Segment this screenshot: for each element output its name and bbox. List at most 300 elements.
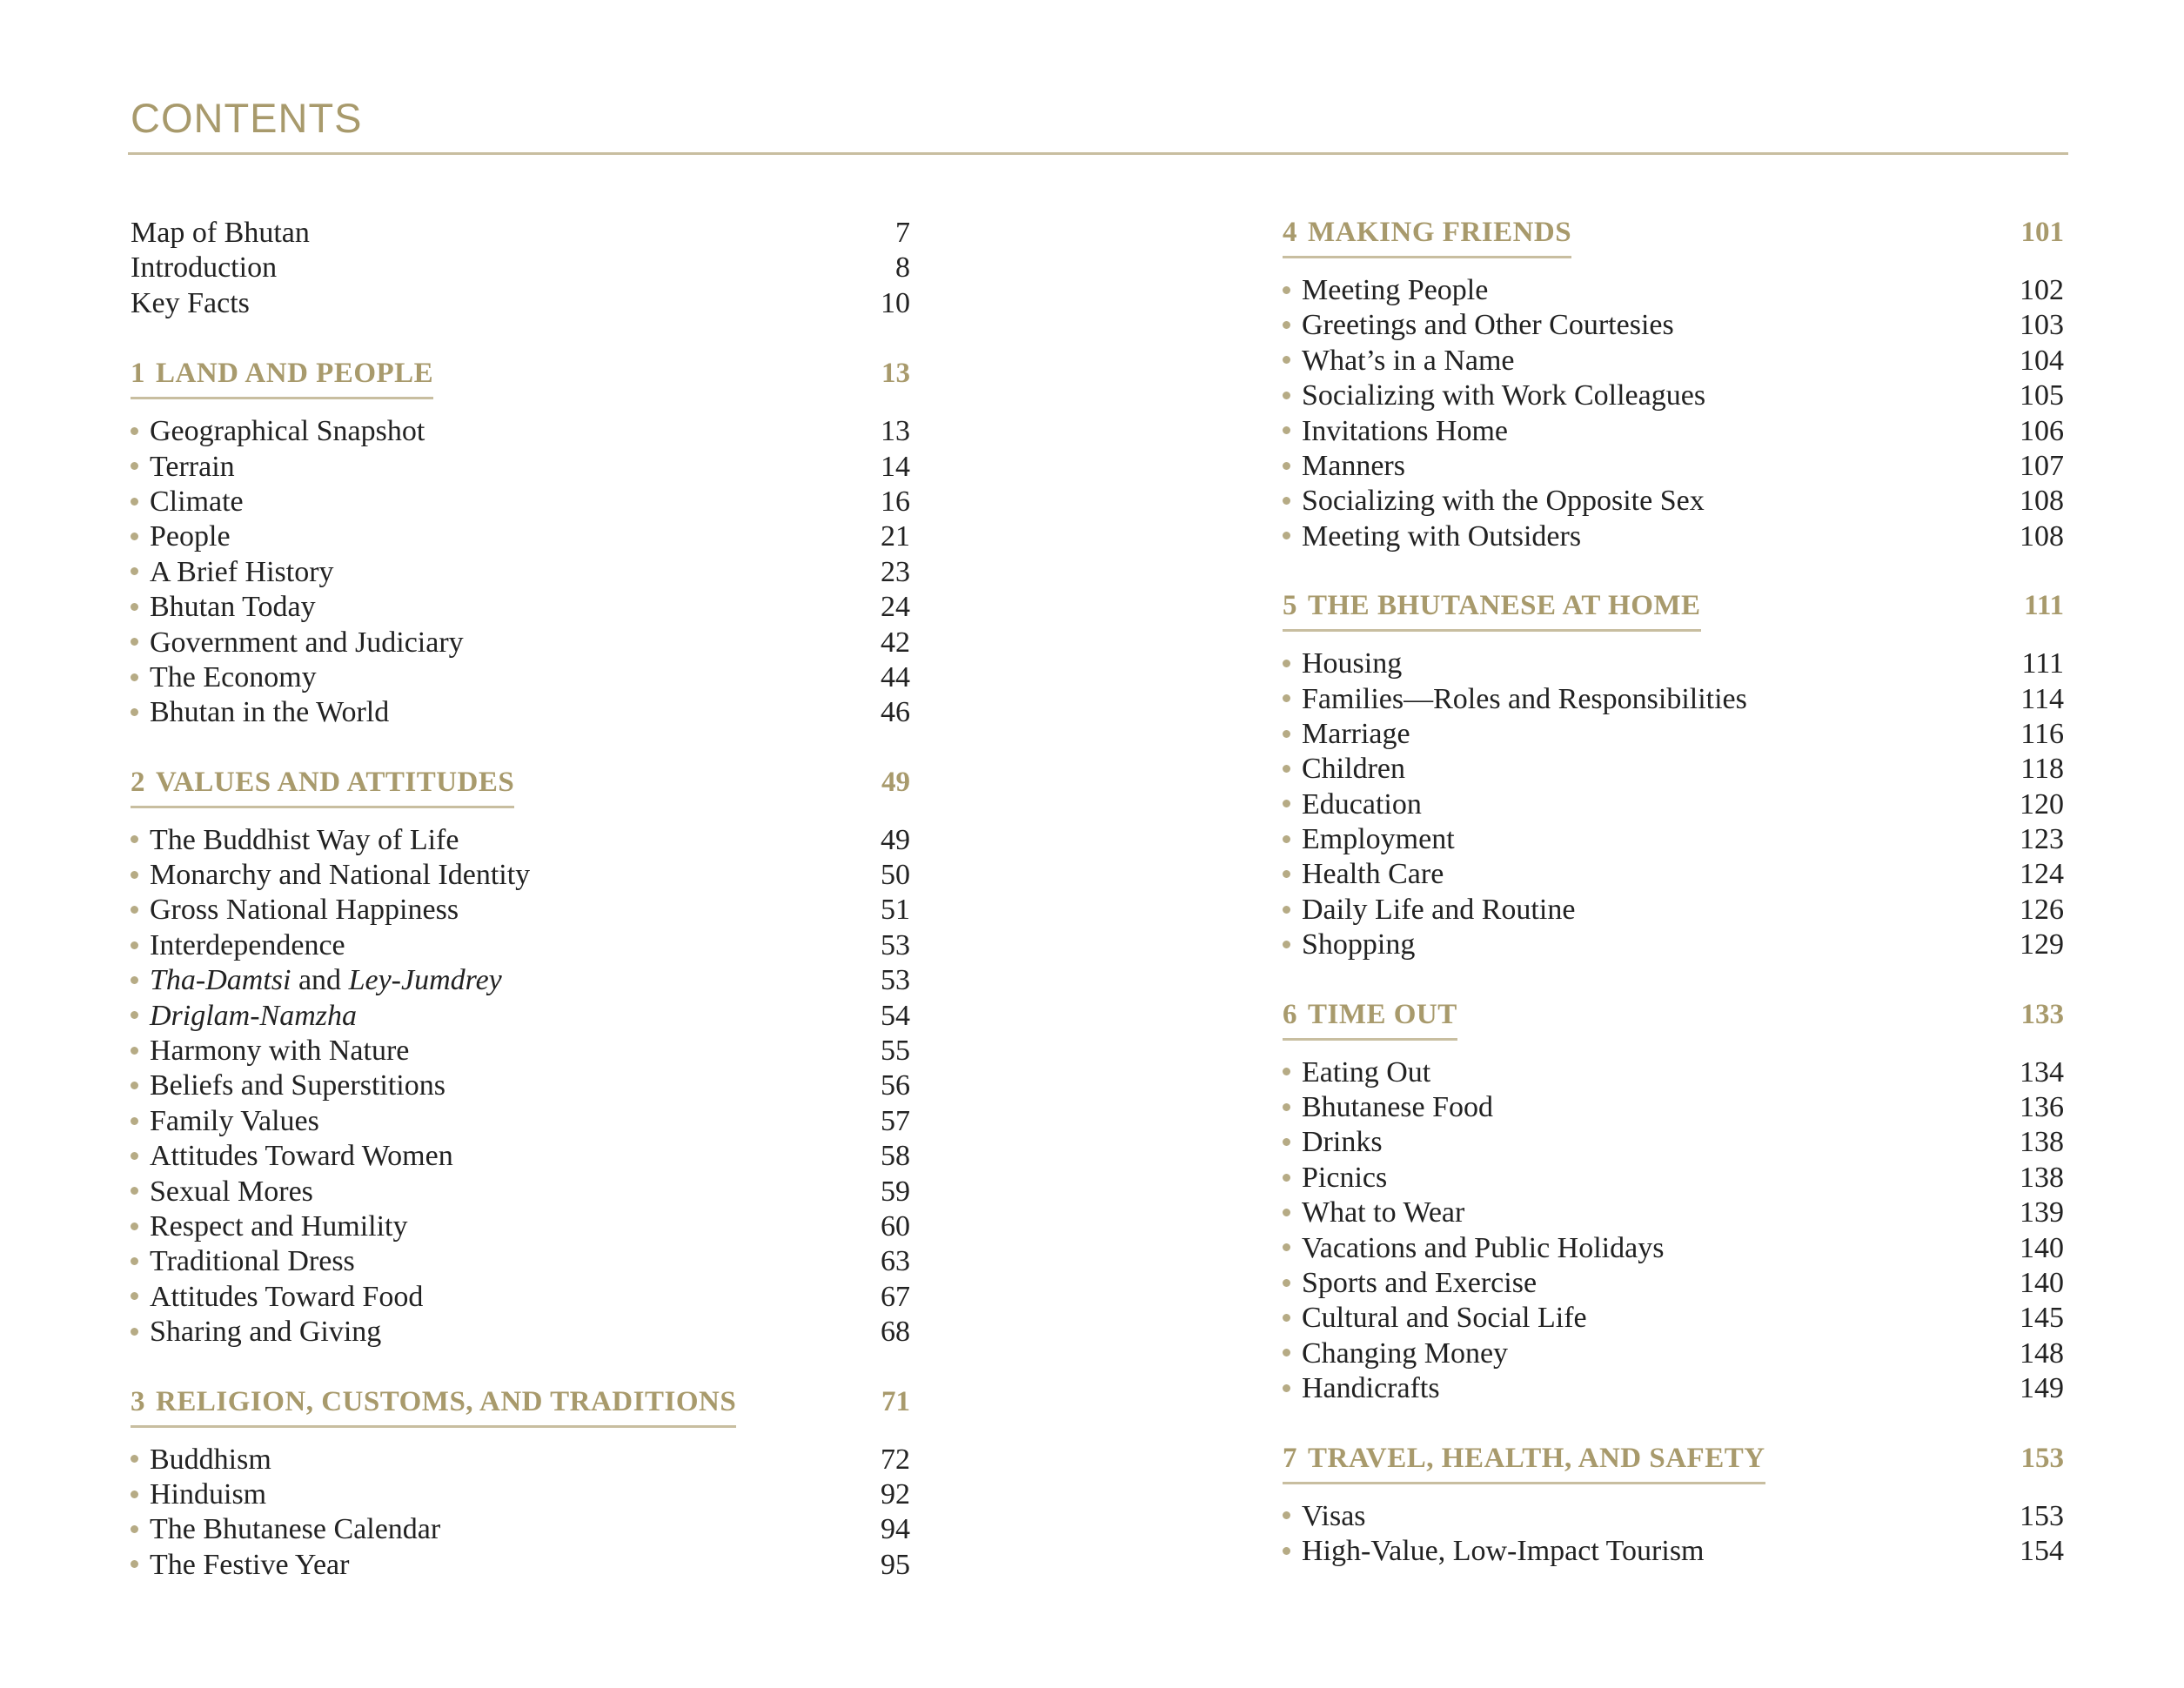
toc-page-number: 108 [2020,519,2064,553]
chapter-section [131,357,910,731]
toc-page-number: 54 [881,999,910,1032]
bullet-icon [131,673,138,681]
toc-page-number: 108 [2020,485,2064,518]
bullet-icon [131,1328,138,1336]
bullet-icon [1283,532,1290,539]
bullet-icon [131,1187,138,1195]
toc-item-text: Visas [1302,1499,1366,1532]
chapter-title [1283,216,1571,258]
toc-item-text: Picnics [1302,1161,1388,1194]
toc-item[interactable] [1283,1090,2064,1125]
toc-item[interactable] [1283,344,2064,378]
toc-page-number: 67 [881,1280,910,1313]
bullet-icon [1283,1103,1290,1111]
toc-item-label [1283,682,1747,717]
toc-item[interactable] [131,1280,910,1315]
toc-item[interactable] [1283,1371,2064,1406]
bullet-icon [131,906,138,914]
toc-item-label [131,450,235,485]
bullet-icon [131,1047,138,1055]
chapter-number: 4 [1283,217,1297,248]
toc-item[interactable] [131,999,910,1034]
bullet-icon [1283,426,1290,434]
toc-page-number: 140 [2020,1231,2064,1264]
toc-item-label [1283,484,1705,519]
toc-item-label: Map of Bhutan [131,217,310,249]
bullet-icon [131,1257,138,1265]
toc-item-label [1283,857,1444,892]
toc-item-label-part: Ley-Jumdrey [348,964,502,997]
toc-item-text: Government and Judiciary [150,626,464,659]
bullet-icon [1283,660,1290,667]
toc-item[interactable] [1283,1125,2064,1160]
bullet-icon [131,1152,138,1160]
toc-page-number: 72 [881,1443,910,1476]
chapter-title-text: LAND AND PEOPLE [156,358,434,390]
toc-page-number: 149 [2020,1372,2064,1405]
toc-item-label [1283,1371,1440,1406]
toc-item[interactable] [1283,308,2064,343]
toc-item[interactable] [131,963,910,998]
toc-item-text: The Economy [150,660,317,693]
bullet-icon [1283,835,1290,843]
toc-item-text: Socializing with Work Colleagues [1302,379,1706,412]
toc-item-text: The Festive Year [150,1548,350,1581]
toc-item[interactable] [131,555,910,590]
toc-item[interactable] [1283,414,2064,449]
toc-item[interactable] [1283,1499,2064,1534]
chapter-page-number: 153 [2020,1442,2064,1474]
chapter-title [1283,998,1457,1041]
toc-item[interactable] [1283,1336,2064,1371]
toc-item-label [1283,1231,1664,1266]
toc-item[interactable] [1283,1301,2064,1336]
toc-item-label [131,999,357,1034]
toc-page-number: 153 [2020,1499,2064,1532]
bullet-icon [1283,1279,1290,1287]
toc-item[interactable] [131,1139,910,1174]
toc-item-text: Daily Life and Routine [1302,893,1576,926]
toc-page-number: 55 [881,1035,910,1068]
toc-page-number: 134 [2020,1055,2064,1088]
toc-item[interactable] [1283,752,2064,787]
toc-page-number: 16 [881,485,910,518]
bullet-icon [131,498,138,506]
chapter-page-number: 111 [2024,590,2064,622]
toc-item-label [131,695,389,730]
toc-item-label-part: and [291,964,349,997]
chapter-number: 7 [1283,1442,1297,1474]
toc-item-text: Sexual Mores [150,1175,313,1208]
toc-item[interactable] [131,1104,910,1139]
toc-item-text: Vacations and Public Holidays [1302,1231,1665,1264]
toc-page-number: 58 [881,1140,910,1173]
toc-item-label [131,590,316,625]
toc-page-number: 59 [881,1175,910,1208]
toc-page-number: 13 [881,415,910,448]
chapter-heading[interactable] [1283,589,2064,646]
toc-page-number: 23 [881,555,910,588]
toc-item-label [131,1477,266,1512]
chapter-heading[interactable] [1283,998,2064,1055]
bullet-icon [1283,286,1290,294]
toc-item[interactable] [131,1068,910,1103]
toc-item-label [131,1512,440,1547]
toc-item-text: What’s in a Name [1302,344,1515,377]
toc-item-text: Traditional Dress [150,1245,355,1278]
chapter-page-number: 13 [881,358,910,390]
toc-item[interactable] [1283,787,2064,822]
toc-item-label [1283,717,1410,752]
toc-item-text: Monarchy and National Identity [150,859,531,892]
bullet-icon [1283,497,1290,505]
toc-page-number: 57 [881,1104,910,1137]
toc-item-text: Interdependence [150,928,345,961]
bullet-icon [131,708,138,716]
bullet-icon [1283,1384,1290,1392]
toc-page-number: 95 [881,1548,910,1581]
toc-item[interactable] [131,1315,910,1350]
toc-item-label [131,928,345,963]
toc-item[interactable] [1283,1231,2064,1266]
toc-item[interactable] [1283,378,2064,413]
front-matter-item[interactable] [131,216,910,251]
toc-item[interactable] [131,660,910,695]
bullet-icon [1283,1068,1290,1075]
bullet-icon [131,1117,138,1125]
toc-page-number: 136 [2020,1091,2064,1124]
toc-page-number: 8 [895,251,910,285]
chapter-number: 5 [1283,590,1297,622]
toc-page-number: 102 [2020,274,2064,306]
bullet-icon [1283,321,1290,329]
toc-item-text: Changing Money [1302,1336,1509,1370]
front-matter-item[interactable] [131,286,910,321]
toc-item-label [131,1034,409,1068]
chapter-item-list [1283,1055,2064,1407]
chapter-heading[interactable] [1283,216,2064,273]
chapter-item-list [131,823,910,1350]
toc-item[interactable] [1283,717,2064,752]
toc-page-number: 51 [881,894,910,927]
toc-item[interactable] [1283,519,2064,554]
toc-page-number: 107 [2020,449,2064,482]
chapter-number: 6 [1283,998,1297,1030]
chapter-number: 2 [131,766,145,798]
toc-item[interactable] [1283,893,2064,928]
toc-column-right [1283,216,2064,1604]
bullet-icon [131,1560,138,1568]
chapter-item-list [1283,646,2064,963]
toc-item-text: Sports and Exercise [1302,1266,1538,1299]
toc-item-label [1283,273,1488,308]
chapter-item-list [1283,273,2064,554]
bullet-icon [131,1082,138,1089]
toc-item-label [1283,822,1455,857]
toc-item-label [1283,519,1581,554]
toc-item[interactable] [1283,646,2064,681]
toc-item-text: Climate [150,485,244,518]
toc-page-number: 116 [2020,717,2064,750]
toc-item-text: Bhutan Today [150,591,316,624]
toc-page-number: 123 [2020,823,2064,856]
toc-page-number: 129 [2020,928,2064,961]
toc-item-text: Marriage [1302,717,1410,750]
bullet-icon [131,1525,138,1533]
toc-page-number: 7 [895,217,910,249]
toc-page-number: 124 [2020,858,2064,891]
bullet-icon [1283,462,1290,470]
toc-item-text: Buddhism [150,1443,271,1476]
toc-page-number: 145 [2020,1302,2064,1335]
toc-item-label [1283,893,1575,928]
toc-item-label [1283,1336,1508,1371]
toc-item-label [131,660,317,695]
toc-page-number: 60 [881,1209,910,1243]
toc-item-text: Manners [1302,449,1405,482]
bullet-icon [131,871,138,879]
toc-page-number: 46 [881,696,910,729]
toc-item-text: Attitudes Toward Food [150,1280,424,1313]
toc-item[interactable] [131,1443,910,1477]
toc-item[interactable] [1283,273,2064,308]
toc-item-text: Gross National Happiness [150,894,459,927]
toc-item-label [131,823,459,858]
bullet-icon [131,1490,138,1498]
bullet-icon [1283,1243,1290,1251]
toc-item[interactable] [1283,822,2064,857]
toc-page-number: 53 [881,928,910,961]
toc-item[interactable] [131,1034,910,1068]
toc-item[interactable] [1283,1534,2064,1569]
toc-item[interactable] [1283,857,2064,892]
toc-item-label [1283,1090,1493,1125]
chapter-heading[interactable] [131,766,910,823]
toc-item[interactable] [131,626,910,660]
chapter-item-list [131,414,910,731]
chapter-heading[interactable] [131,357,910,414]
toc-item[interactable] [131,1244,910,1279]
toc-item[interactable] [1283,928,2064,962]
toc-page-number: 49 [881,823,910,856]
front-matter-list [131,216,910,321]
toc-item[interactable] [131,928,910,963]
toc-item[interactable] [131,485,910,519]
toc-item-label [131,414,425,449]
chapter-title-text: MAKING FRIENDS [1308,217,1572,248]
toc-item[interactable] [131,1548,910,1583]
chapter-section [1283,998,2064,1407]
bullet-icon [131,1222,138,1230]
toc-item-label [131,1315,381,1350]
toc-item[interactable] [1283,1266,2064,1301]
toc-item-text: Bhutanese Food [1302,1091,1494,1124]
toc-item-text: Housing [1302,647,1403,680]
chapter-title [131,1385,736,1428]
toc-item-text: Geographical Snapshot [150,415,425,448]
bullet-icon [131,603,138,611]
toc-item-label [1283,752,1405,787]
bullet-icon [131,1011,138,1019]
toc-item-label [1283,1534,1705,1569]
chapter-title [131,766,514,808]
toc-page-number: 68 [881,1316,910,1349]
toc-item[interactable] [131,823,910,858]
bullet-icon [1283,392,1290,399]
chapter-section [1283,1442,2064,1570]
toc-item-text: Hinduism [150,1477,267,1510]
bullet-icon [131,941,138,949]
toc-item-text: Respect and Humility [150,1209,408,1243]
toc-item-label [1283,1266,1537,1301]
toc-item[interactable] [1283,1196,2064,1230]
toc-item-label [1283,1161,1387,1196]
toc-item-text: Cultural and Social Life [1302,1302,1587,1335]
chapter-section [131,766,910,1350]
chapter-title-text: RELIGION, CUSTOMS, AND TRADITIONS [156,1385,737,1417]
toc-item-text: Education [1302,787,1422,821]
chapter-page-number: 101 [2020,217,2064,248]
toc-item-label [131,519,231,554]
toc-page-number: 14 [881,450,910,483]
toc-page-number: 148 [2020,1336,2064,1370]
bullet-icon [1283,730,1290,738]
toc-item-text: Terrain [150,450,235,483]
toc-page-number: 92 [881,1477,910,1510]
toc-item-text: The Bhutanese Calendar [150,1513,441,1546]
toc-item[interactable] [1283,449,2064,484]
bullet-icon [1283,1314,1290,1322]
toc-item-label [131,1244,355,1279]
toc-page-number: 104 [2020,344,2064,377]
toc-page-number: 103 [2020,309,2064,342]
toc-page-number: 120 [2020,787,2064,821]
toc-item-label [1283,344,1515,378]
toc-page-number: 10 [881,286,910,319]
toc-item-label [131,555,334,590]
toc-page-number: 126 [2020,893,2064,926]
toc-item-label [1283,1196,1464,1230]
toc-item-label [131,1068,446,1103]
chapter-title-text: TIME OUT [1308,998,1457,1030]
toc-item-label [1283,646,1402,681]
toc-item-text: Socializing with the Opposite Sex [1302,485,1705,518]
toc-item[interactable] [131,893,910,928]
toc-item[interactable] [131,414,910,449]
chapter-heading[interactable] [131,1385,910,1443]
toc-item-label: Introduction [131,251,278,285]
bullet-icon [1283,941,1290,948]
chapter-page-number: 71 [881,1385,910,1417]
toc-page-number: 53 [881,964,910,997]
toc-item-label [1283,1125,1383,1160]
bullet-icon [1283,356,1290,364]
bullet-icon [1283,694,1290,702]
toc-item[interactable] [1283,682,2064,717]
toc-item[interactable] [131,695,910,730]
bullet-icon [1283,906,1290,914]
bullet-icon [131,835,138,843]
toc-item-label [1283,928,1415,962]
toc-page-number: 21 [881,520,910,553]
chapter-title [1283,589,1701,632]
toc-item[interactable] [1283,484,2064,519]
toc-page-number: 106 [2020,414,2064,447]
toc-item-label [131,893,459,928]
chapter-title [131,357,433,399]
chapter-item-list [131,1443,910,1584]
toc-item[interactable] [131,1512,910,1547]
chapter-section [131,1385,910,1584]
chapter-section [1283,216,2064,554]
toc-item-label [1283,1499,1366,1534]
front-matter-item[interactable] [131,251,910,285]
bullet-icon [1283,1511,1290,1519]
toc-item-text: People [150,520,231,553]
toc-item[interactable] [1283,1055,2064,1090]
toc-page-number: 94 [881,1513,910,1546]
toc-column-left [131,216,910,1618]
toc-item-text: Attitudes Toward Women [150,1140,453,1173]
bullet-icon [131,533,138,540]
chapter-title [1283,1442,1765,1484]
toc-item-label [1283,378,1705,413]
toc-item-label [1283,449,1405,484]
bullet-icon [131,1455,138,1463]
toc-item-label-part: Driglam-Namzha [150,999,358,1032]
toc-item-text: The Buddhist Way of Life [150,823,459,856]
toc-item[interactable] [131,858,910,893]
chapter-page-number: 49 [881,766,910,798]
bullet-icon [1283,765,1290,773]
toc-item-label [131,1104,319,1139]
chapter-heading[interactable] [1283,1442,2064,1499]
bullet-icon [1283,870,1290,878]
toc-page-number: 50 [881,859,910,892]
toc-item-label [131,1280,423,1315]
toc-item[interactable] [131,450,910,485]
toc-page-number: 138 [2020,1126,2064,1159]
toc-item-text: Children [1302,753,1405,786]
toc-item[interactable] [1283,1161,2064,1196]
toc-item-text: Meeting People [1302,274,1489,306]
chapter-item-list [1283,1499,2064,1570]
toc-page-number: 154 [2020,1534,2064,1567]
toc-item[interactable] [131,590,910,625]
toc-item-text: Family Values [150,1104,319,1137]
chapter-list-right [1283,216,2064,1569]
toc-page-number: 56 [881,1069,910,1102]
toc-item[interactable] [131,519,910,554]
toc-item[interactable] [131,1477,910,1512]
toc-item-label [1283,414,1508,449]
toc-item-label [1283,1301,1587,1336]
bullet-icon [1283,1138,1290,1146]
toc-item[interactable] [131,1175,910,1209]
bullet-icon [131,567,138,575]
chapter-page-number: 133 [2020,998,2064,1030]
toc-page-number: 111 [2021,647,2064,680]
toc-item[interactable] [131,1209,910,1244]
chapter-section [1283,589,2064,963]
toc-item-label [131,1209,408,1244]
toc-item-label [131,485,244,519]
chapter-title-text: VALUES AND ATTITUDES [156,766,515,798]
toc-item-text: Shopping [1302,928,1416,961]
toc-item-text: Greetings and Other Courtesies [1302,309,1674,342]
toc-item-text: Bhutan in the World [150,696,390,729]
toc-item-text: Invitations Home [1302,414,1509,447]
